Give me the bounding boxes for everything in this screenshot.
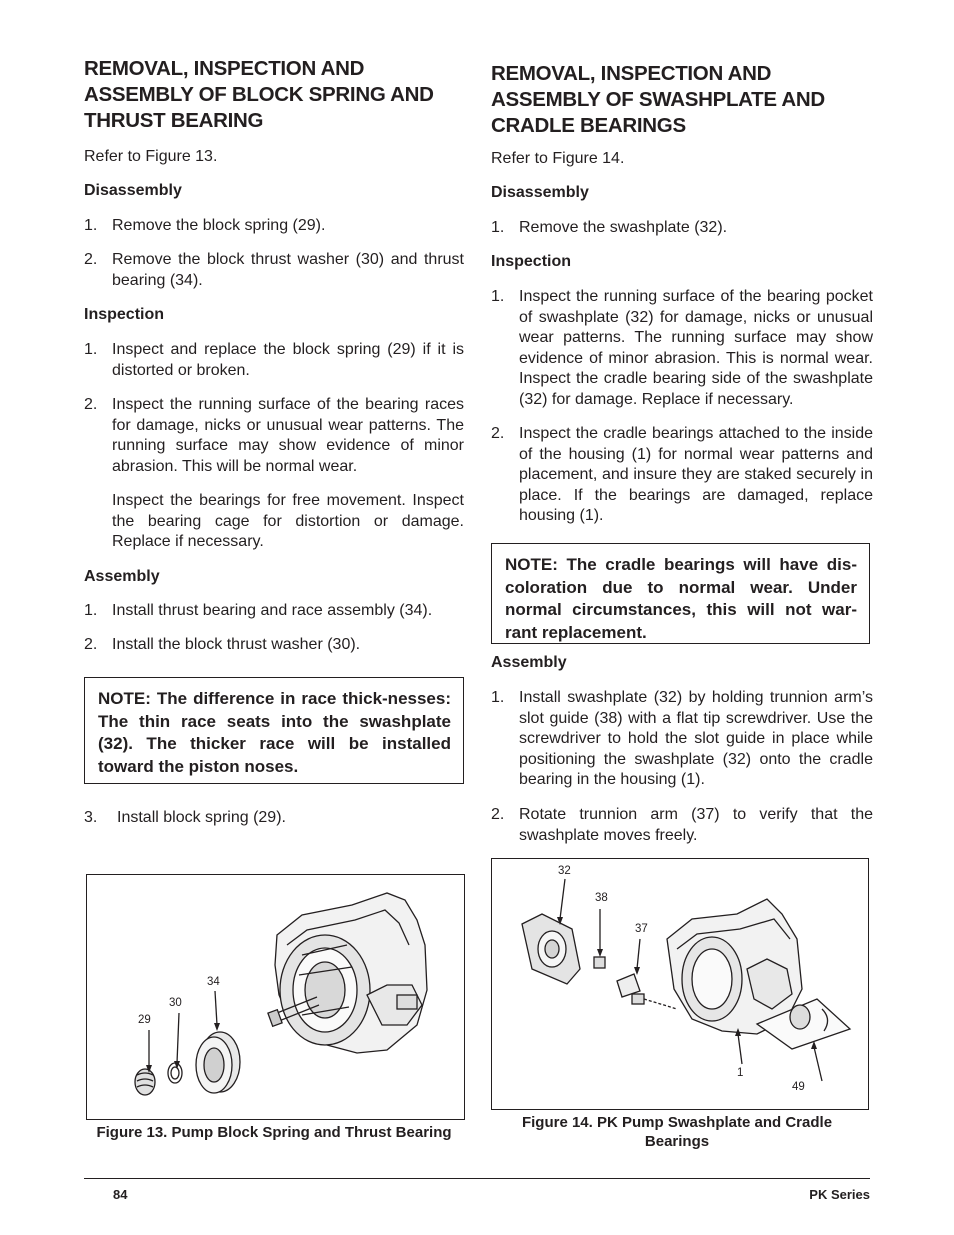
note-box-race-thickness: NOTE: The difference in race thick-nesses: The thin race seats into the swashplate (32). The thicker race will be installed toward the piston noses.: [84, 677, 464, 784]
callout-49: 49: [792, 1081, 805, 1093]
callout-38: 38: [595, 892, 608, 904]
pump-block-spring-illustration: [87, 875, 463, 1118]
inspection-title: Inspection: [84, 306, 165, 323]
disassembly-title: Disassembly: [84, 182, 182, 199]
series-name: PK Series: [809, 1187, 870, 1202]
callout-37: 37: [635, 923, 648, 935]
callout-1: 1: [737, 1067, 744, 1079]
footer-rule: [84, 1178, 870, 1179]
section-heading-swashplate: REMOVAL, INSPECTION AND ASSEMBLY OF SWASHPLATE AND CRADLE BEARINGS: [491, 62, 825, 137]
figure-14-caption: Figure 14. PK Pump Swashplate and Cradle Bearings: [521, 1114, 833, 1150]
figure-13-caption: Figure 13. Pump Block Spring and Thrust Bearing: [96, 1124, 452, 1141]
figure-13: [86, 874, 465, 1120]
callout-32: 32: [558, 865, 571, 877]
inspection-title: Inspection: [491, 253, 572, 270]
section-heading-block-spring: REMOVAL, INSPECTION AND ASSEMBLY OF BLOCK SPRING AND THRUST BEARING: [84, 57, 434, 132]
page-number: 84: [113, 1187, 128, 1202]
figure-14: [491, 858, 869, 1110]
refer-text: Refer to Figure 14.: [491, 150, 625, 167]
callout-29: 29: [138, 1014, 151, 1026]
note-box-cradle-bearings: NOTE: The cradle bearings will have dis-coloration due to normal wear. Under normal circumstances, this will not war-rant replacement.: [491, 543, 870, 644]
disassembly-title: Disassembly: [491, 184, 589, 201]
pump-swashplate-illustration: [492, 859, 867, 1108]
assembly-title: Assembly: [491, 654, 567, 671]
callout-34: 34: [207, 976, 220, 988]
assembly-title: Assembly: [84, 568, 160, 585]
callout-30: 30: [169, 997, 182, 1009]
refer-text: Refer to Figure 13.: [84, 148, 218, 165]
